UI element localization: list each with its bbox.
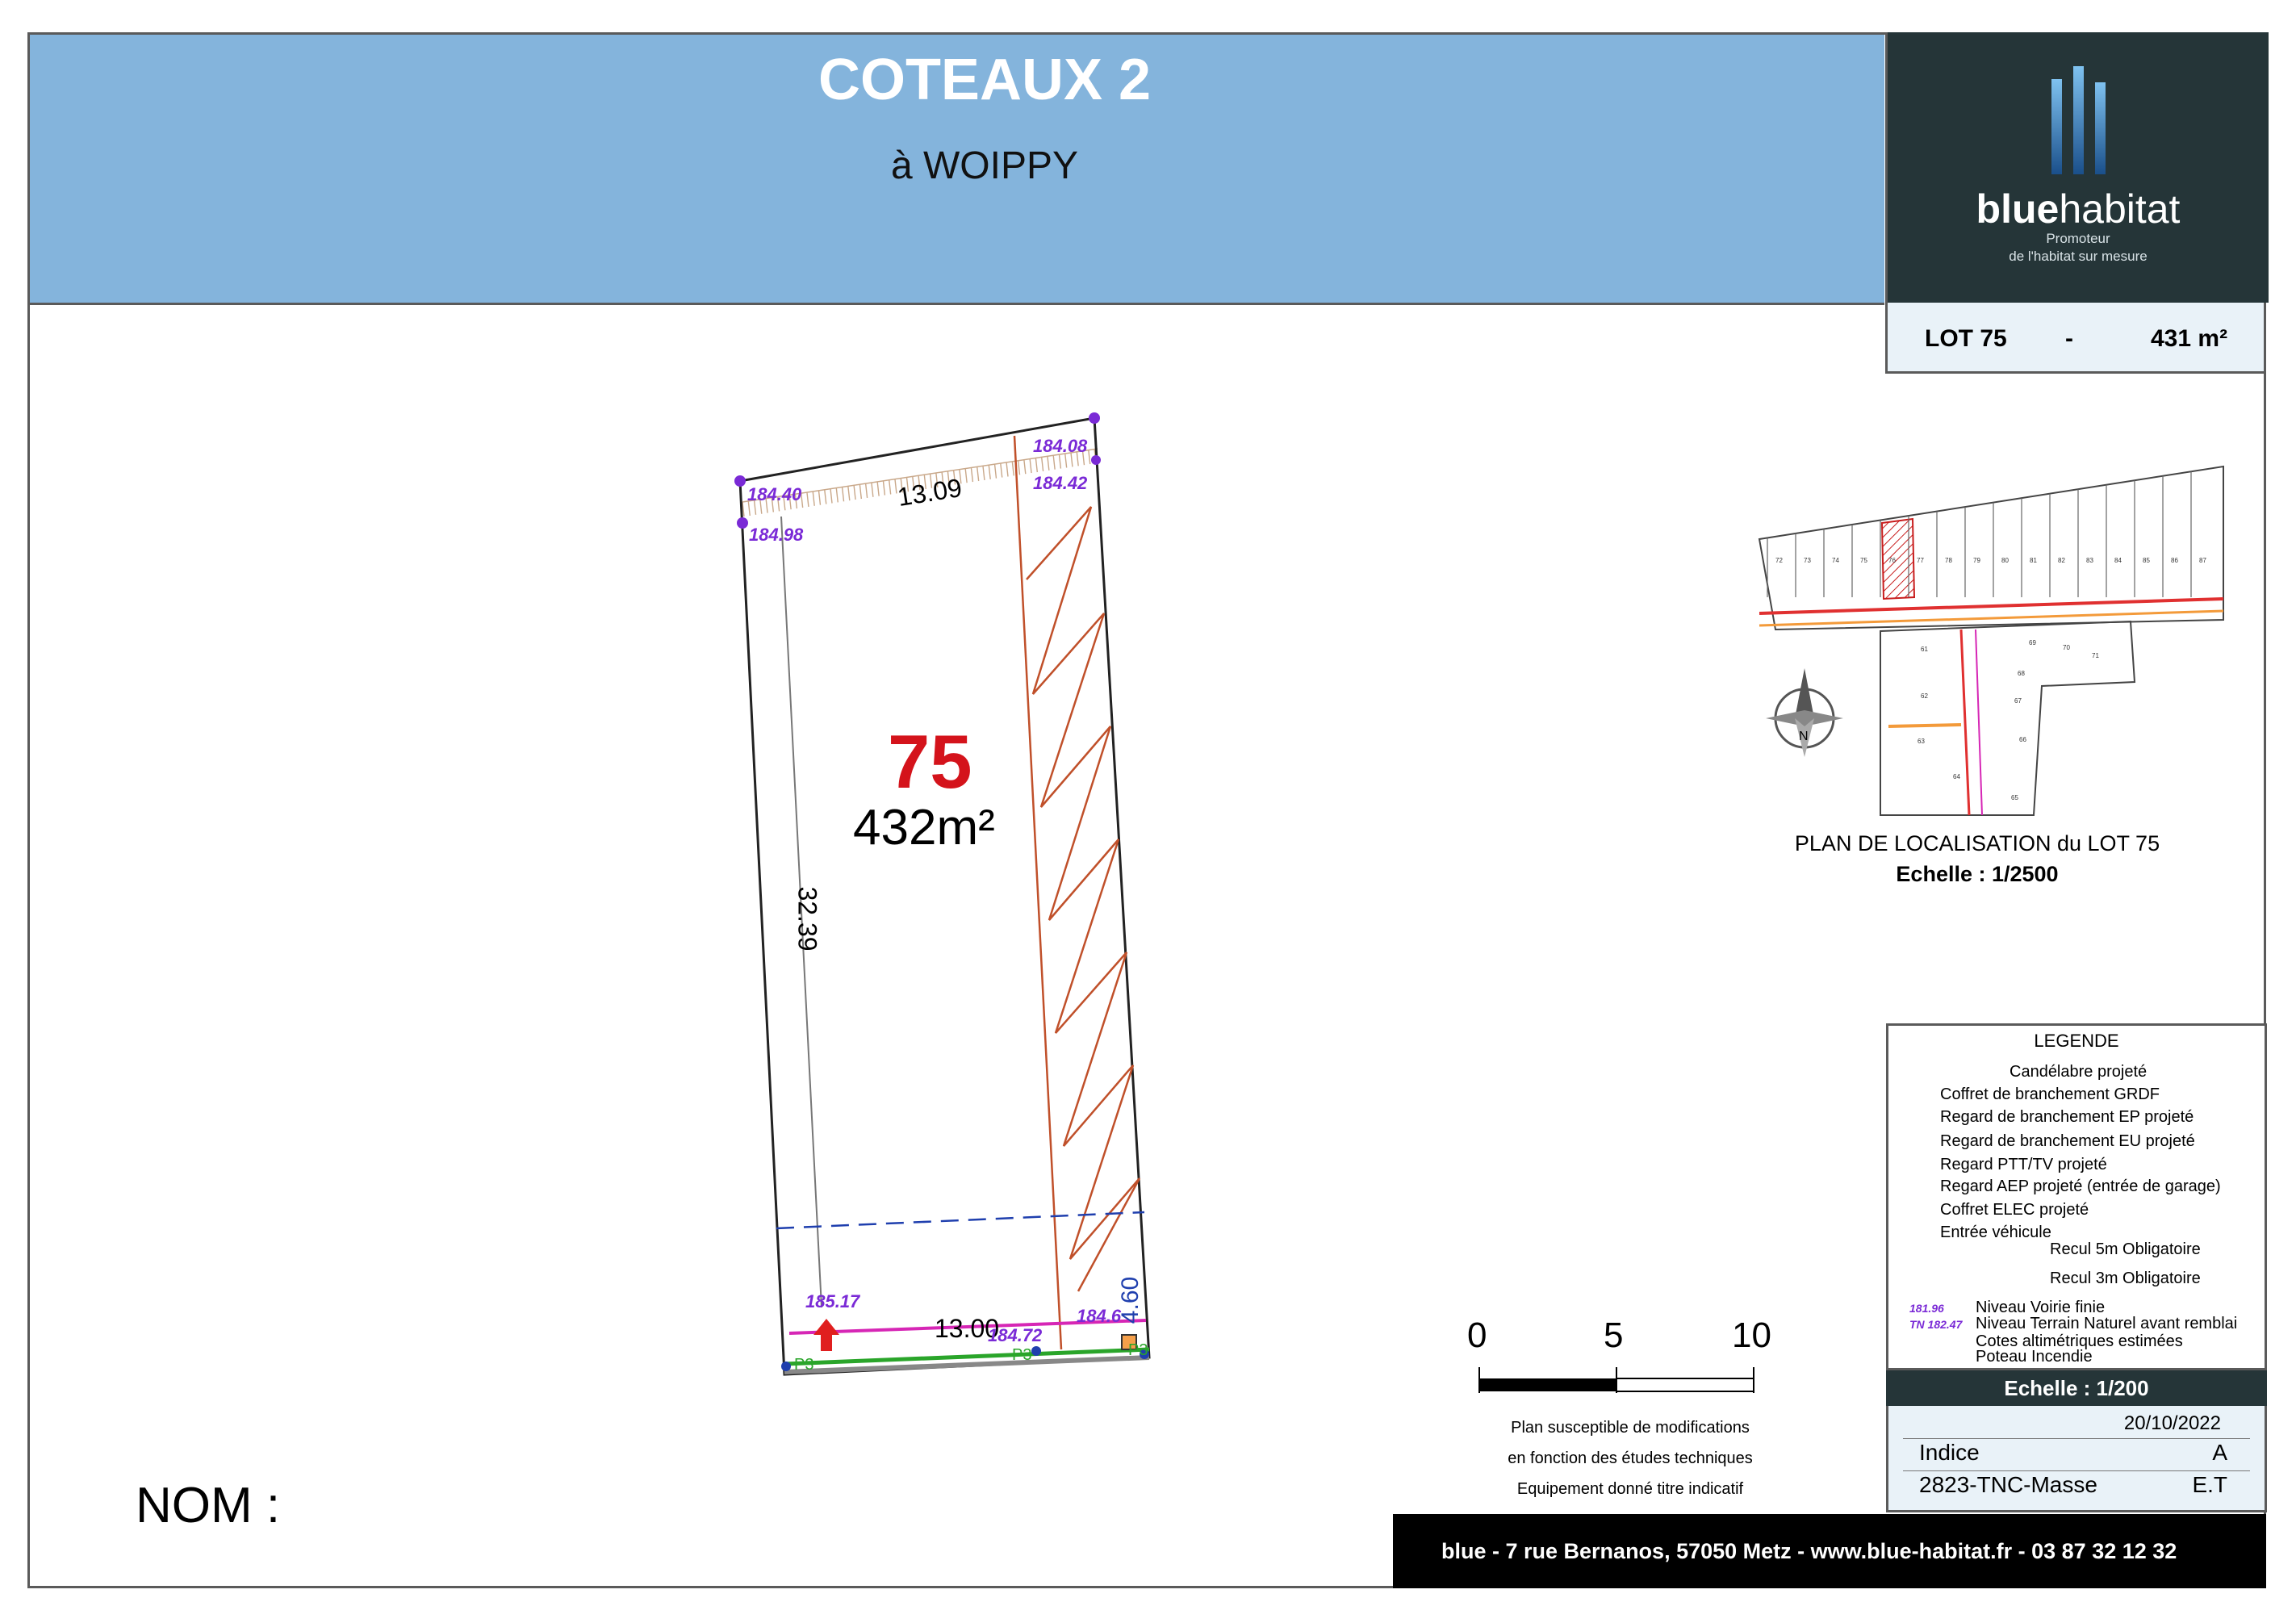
project-location: à WOIPPY xyxy=(890,144,1079,187)
scale-bar xyxy=(1479,1367,1754,1393)
marker-p3-2: P3 xyxy=(1012,1346,1032,1364)
legend-item: Entrée véhicule xyxy=(1940,1224,2051,1241)
lot-separator: - xyxy=(2065,325,2073,352)
footer-bar xyxy=(1393,1514,2266,1588)
legend-item: Recul 5m Obligatoire xyxy=(2050,1240,2201,1258)
legend-item: Niveau Voirie finie xyxy=(1976,1299,2106,1316)
dim-small: 4.60 xyxy=(1117,1276,1144,1324)
legend-sample-level: 181.96 xyxy=(1909,1302,1944,1315)
locator-lot-label: 76 xyxy=(1888,557,1896,564)
vehicle-entry-arrow-icon xyxy=(813,1319,839,1351)
logo-tagline-2: de l'habitat sur mesure xyxy=(2009,249,2148,264)
locator-lot-dividers xyxy=(1767,471,2191,597)
locator-lot-label: 81 xyxy=(2030,557,2037,564)
level-184-6: 184.6 xyxy=(1077,1306,1122,1326)
legend-item: Coffret de branchement GRDF xyxy=(1940,1085,2160,1103)
plan-notes xyxy=(1453,1412,1808,1504)
level-184-98: 184.98 xyxy=(749,525,804,545)
locator-lot-label: 73 xyxy=(1804,557,1811,564)
locator-lot-label: 74 xyxy=(1832,557,1839,564)
logo-wordmark: bluehabitat xyxy=(1976,186,2181,232)
locator-lot-label: 69 xyxy=(2029,639,2036,646)
legend-item: Regard de branchement EP projeté xyxy=(1940,1108,2194,1126)
legend-item: Niveau Terrain Naturel avant remblai xyxy=(1976,1315,2238,1332)
level-184-72: 184.72 xyxy=(988,1325,1043,1345)
logo-tagline-1: Promoteur xyxy=(2046,231,2110,246)
level-184-40: 184.40 xyxy=(747,484,802,504)
scale-10: 10 xyxy=(1732,1316,1771,1355)
note-2: en fonction des études techniques xyxy=(1508,1449,1753,1467)
locator-lot-label: 82 xyxy=(2058,557,2065,564)
dim-side: 32.39 xyxy=(793,886,822,952)
locator-lot-label: 61 xyxy=(1921,646,1928,653)
marker-p3-1: P3 xyxy=(794,1356,814,1374)
legend-item: Coffret ELEC projeté xyxy=(1940,1201,2089,1219)
legend-sample-tn: TN 182.47 xyxy=(1909,1318,1963,1331)
locator-lot-label: 66 xyxy=(2019,736,2026,743)
plan-date: 20/10/2022 xyxy=(2123,1412,2221,1434)
indice-label: Indice xyxy=(1919,1440,1980,1465)
lot-label: LOT 75 xyxy=(1925,325,2007,352)
legend-item: Cotes altimétriques estimées xyxy=(1976,1332,2183,1350)
level-184-42: 184.42 xyxy=(1033,473,1088,493)
scale-5: 5 xyxy=(1604,1316,1624,1355)
marker-p3-3: P3 xyxy=(1128,1341,1148,1359)
locator-lot-label: 85 xyxy=(2143,557,2150,564)
legend-title: LEGENDE xyxy=(2034,1031,2119,1051)
project-title: COTEAUX 2 xyxy=(818,48,1152,112)
locator-lot-label: 80 xyxy=(2001,557,2009,564)
recul-3m-line xyxy=(1014,436,1061,1349)
name-field-label: NOM : xyxy=(136,1478,281,1533)
legend-item: Poteau Incendie xyxy=(1976,1348,2093,1366)
drawing-author: E.T xyxy=(2192,1472,2227,1497)
legend-item: Regard PTT/TV projeté xyxy=(1940,1156,2107,1173)
drawing-reference: 2823-TNC-Masse xyxy=(1919,1472,2097,1497)
locator-lot-label: 70 xyxy=(2063,644,2070,651)
note-3: Equipement donné titre indicatif xyxy=(1516,1480,1744,1498)
level-184-08: 184.08 xyxy=(1033,436,1088,456)
north-label: N xyxy=(1799,730,1809,743)
locator-lot-label: 79 xyxy=(1973,557,1980,564)
lot-area: 431 m² xyxy=(2151,325,2228,352)
locator-lot-label: 86 xyxy=(2171,557,2178,564)
locator-lot-label: 78 xyxy=(1945,557,1952,564)
locator-lot-label: 64 xyxy=(1953,773,1960,780)
footer-contact: blue - 7 rue Bernanos, 57050 Metz - www.blue-habitat.fr - 03 87 32 12 32 xyxy=(1441,1539,2177,1563)
locator-lot-label: 63 xyxy=(1918,738,1925,745)
dim-top: 13.09 xyxy=(895,472,964,512)
lot-number: 75 xyxy=(888,719,972,804)
locator-lot-label: 68 xyxy=(2018,670,2025,677)
legend-item: Candélabre projeté xyxy=(2010,1063,2148,1081)
legend-item: Regard de branchement EU projeté xyxy=(1940,1132,2195,1150)
plan-scale: Echelle : 1/200 xyxy=(1886,1370,2267,1406)
locator-scale: Echelle : 1/2500 xyxy=(1896,862,2059,886)
locator-map xyxy=(1759,466,2223,815)
locator-lot-label: 75 xyxy=(1860,557,1867,564)
legend-item: Regard AEP projeté (entrée de garage) xyxy=(1940,1178,2221,1195)
lot-area-plan: 432m² xyxy=(853,800,995,855)
indice-value: A xyxy=(2212,1440,2227,1465)
locator-lot-label: 71 xyxy=(2092,652,2099,659)
scale-0: 0 xyxy=(1467,1316,1487,1355)
locator-lot-label: 67 xyxy=(2014,697,2022,705)
locator-lot-label: 72 xyxy=(1775,557,1783,564)
locator-lot-label: 62 xyxy=(1921,692,1928,700)
level-185-17: 185.17 xyxy=(805,1291,860,1311)
note-1: Plan susceptible de modifications xyxy=(1511,1419,1750,1437)
locator-lot-label: 77 xyxy=(1917,557,1924,564)
locator-lot-label: 65 xyxy=(2011,794,2018,801)
locator-lot-label: 84 xyxy=(2114,557,2122,564)
locator-lot-label: 87 xyxy=(2199,557,2206,564)
legend-panel xyxy=(1886,1023,2267,1370)
locator-lot-label: 83 xyxy=(2086,557,2093,564)
title-block xyxy=(1886,1406,2267,1512)
dim-bottom: 13.00 xyxy=(935,1314,1000,1343)
frontage-gray xyxy=(784,1357,1149,1372)
legend-item: Recul 3m Obligatoire xyxy=(2050,1270,2201,1287)
locator-caption: PLAN DE LOCALISATION du LOT 75 xyxy=(1794,831,2160,855)
recul-5m-line xyxy=(776,1212,1144,1228)
